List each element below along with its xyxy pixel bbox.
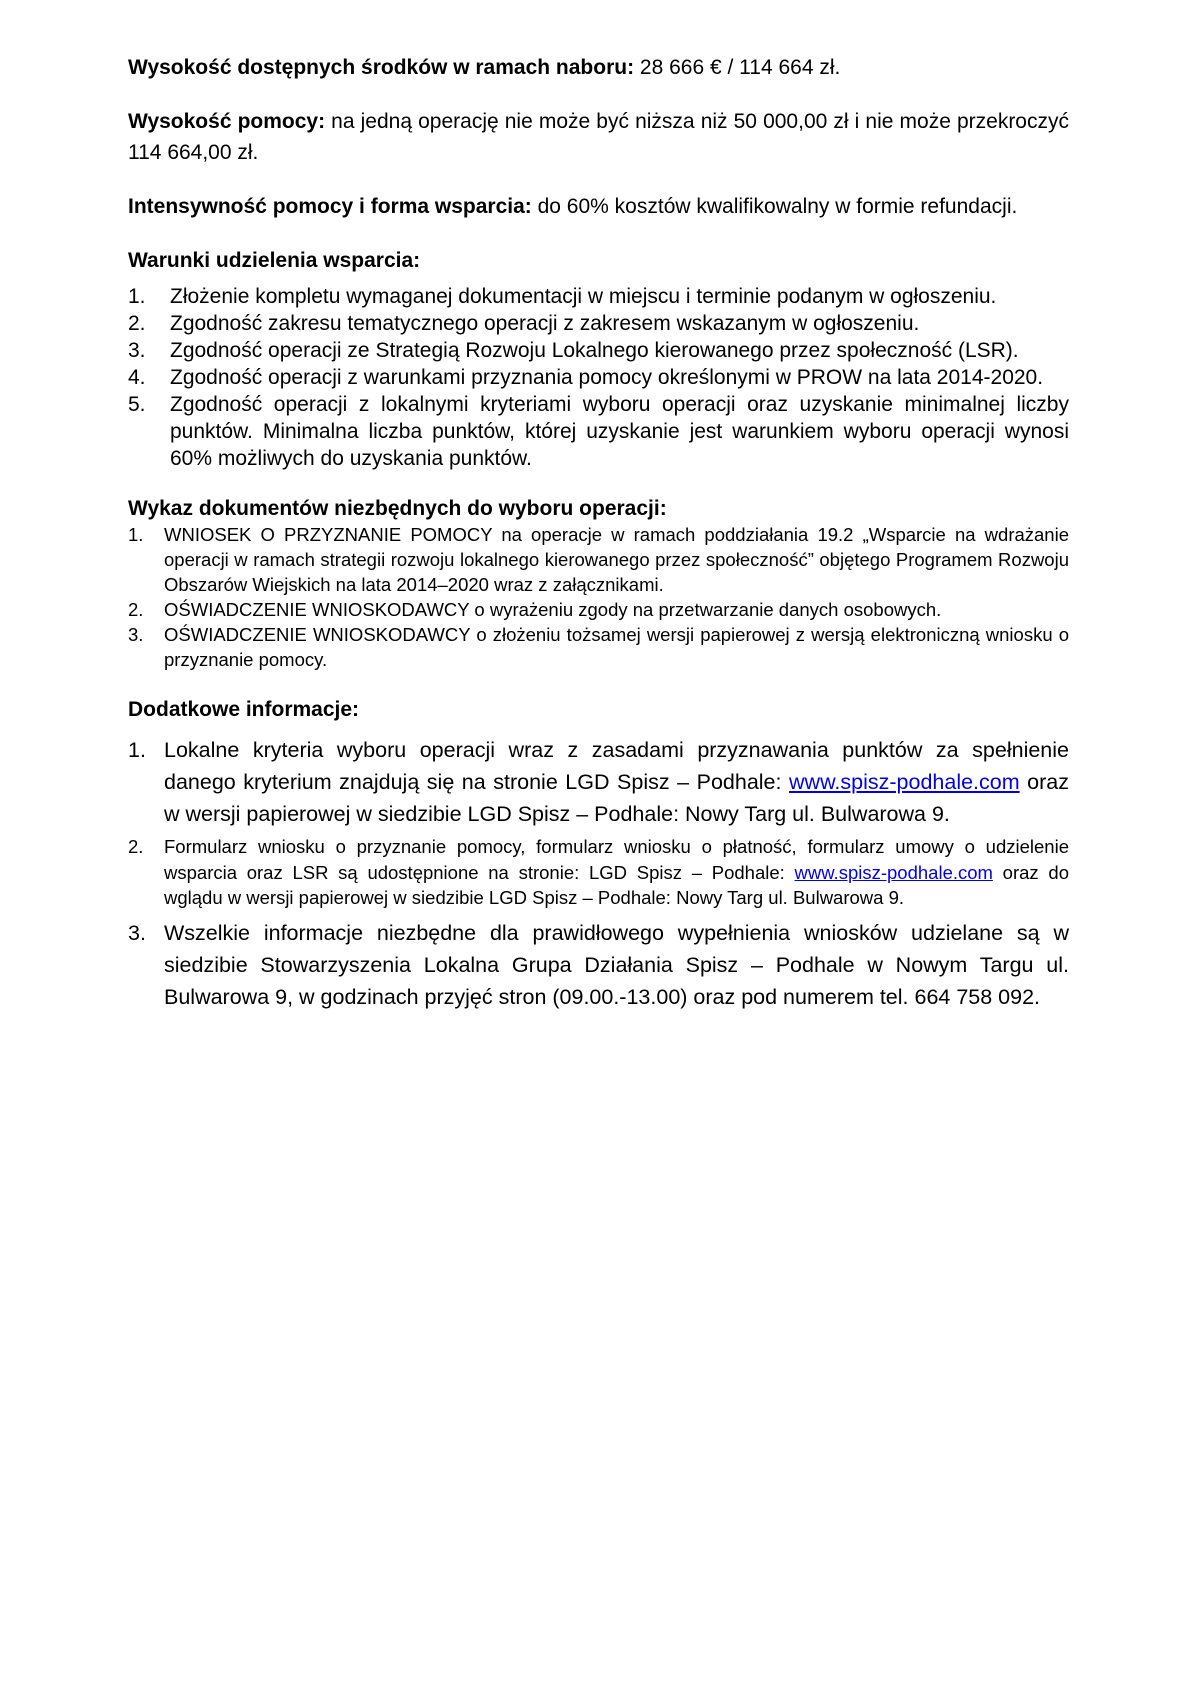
condition-item-text: Zgodność operacji z warunkami przyznania pomocy określonymi w PROW na lata 2014-2020.: [170, 366, 1044, 389]
document-item-text: OŚWIADCZENIE WNIOSKODAWCY o wyrażeniu zgody na przetwarzanie danych osobowych.: [164, 599, 942, 620]
condition-item-text: Zgodność operacji z lokalnymi kryteriami wyboru operacji oraz uzyskanie minimalnej liczby punktów. Minimalna liczba punktów, której uzyskanie jest warunkiem wyboru operacji wynosi 60% możliwych do uzyskania punktów.: [170, 393, 1069, 470]
condition-item-text: Zgodność operacji ze Strategią Rozwoju Lokalnego kierowanego przez społeczność (LSR).: [170, 339, 1019, 362]
additional-item-1-text: Lokalne kryteria wyboru operacji wraz z zasadami przyznawania punktów za spełnienie danego kryterium znajdują się na stronie LGD Spisz – Podhale:: [164, 738, 1069, 794]
aid-intensity-value: do 60% kosztów kwalifikowalny w formie refundacji.: [531, 195, 1018, 218]
additional-list: [128, 734, 1069, 1013]
website-link[interactable]: www.spisz-podhale.com: [794, 861, 993, 883]
list-number: 2.: [128, 312, 146, 335]
additional-item-3-text: Wszelkie informacje niezbędne dla prawidłowego wypełnienia wniosków udzielane są w siedzibie Stowarzyszenia Lokalna Grupa Działania Spisz – Podhale w Nowym Targu ul. Bulwarowa 9, w godzinach przyjęć stron (09.00.-13.00) oraz pod numerem tel. 664 758 092.: [164, 920, 1069, 1009]
list-number: 2.: [128, 836, 144, 857]
list-number: 5.: [128, 393, 146, 416]
additional-item-2-text-after: oraz do wglądu w wersji papierowej w siedzibie LGD Spisz – Podhale: Nowy Targ ul. Bulwarowa 9.: [164, 861, 1069, 908]
conditions-heading: Warunki udzielenia wsparcia:: [128, 249, 421, 272]
website-link[interactable]: www.spisz-podhale.com: [789, 770, 1020, 794]
document-item-text: WNIOSEK O PRZYZNANIE POMOCY na operacje w ramach poddziałania 19.2 „Wsparcie na wdrażanie operacji w ramach strategii rozwoju lokalnego kierowanego przez społeczność” objętego Programem Rozwoju Obszarów Wiejskich na lata 2014–2020 wraz z załącznikami.: [164, 524, 1069, 595]
condition-item-text: Zgodność zakresu tematycznego operacji z zakresem wskazanym w ogłoszeniu.: [170, 312, 920, 335]
available-funds-label: Wysokość dostępnych środków w ramach naboru:: [128, 56, 635, 79]
condition-item-text: Złożenie kompletu wymaganej dokumentacji w miejscu i terminie podanym w ogłoszeniu.: [170, 285, 997, 308]
additional-item-3: [128, 917, 1069, 1013]
aid-intensity: [128, 191, 1069, 222]
condition-item: [128, 364, 1069, 391]
document-item: [128, 597, 1069, 622]
list-number: 2.: [128, 599, 144, 620]
documents-list: [128, 522, 1069, 672]
documents-heading: Wykaz dokumentów niezbędnych do wyboru operacji:: [128, 497, 667, 520]
condition-item: [128, 391, 1069, 472]
aid-intensity-label: Intensywność pomocy i forma wsparcia:: [128, 195, 532, 218]
list-number: 1.: [128, 524, 144, 545]
available-funds: [128, 52, 1069, 83]
condition-item: [128, 337, 1069, 364]
aid-amount-label: Wysokość pomocy:: [128, 110, 326, 133]
list-number: 4.: [128, 366, 146, 389]
list-number: 3.: [128, 624, 144, 645]
list-number: 1.: [128, 285, 146, 308]
list-number: 1.: [128, 738, 146, 762]
available-funds-value: 28 666 € / 114 664 zł.: [634, 56, 841, 79]
condition-item: [128, 310, 1069, 337]
additional-heading: Dodatkowe informacje:: [128, 698, 360, 721]
document-item-text: OŚWIADCZENIE WNIOSKODAWCY o złożeniu tożsamej wersji papierowej z wersją elektroniczną wniosku o przyznanie pomocy.: [164, 624, 1069, 670]
aid-amount: [128, 106, 1069, 168]
additional-item-2-text: Formularz wniosku o przyznanie pomocy, formularz wniosku o płatność, formularz umowy o udzielenie wsparcia oraz LSR są udostępnione na stronie: LGD Spisz – Podhale:: [164, 836, 1069, 883]
condition-item: [128, 283, 1069, 310]
additional-item-1-text-after: oraz w wersji papierowej w siedzibie LGD Spisz – Podhale: Nowy Targ ul. Bulwarowa 9.: [164, 770, 1069, 826]
document-item: [128, 522, 1069, 597]
list-number: 3.: [128, 920, 146, 945]
aid-amount-value: na jedną operację nie może być niższa niż 50 000,00 zł i nie może przekroczyć 114 664,00 zł.: [128, 110, 1069, 164]
additional-item-2: [128, 834, 1069, 911]
additional-item-1: [128, 734, 1069, 830]
document-item: [128, 622, 1069, 672]
list-number: 3.: [128, 339, 146, 362]
conditions-list: [128, 283, 1069, 472]
